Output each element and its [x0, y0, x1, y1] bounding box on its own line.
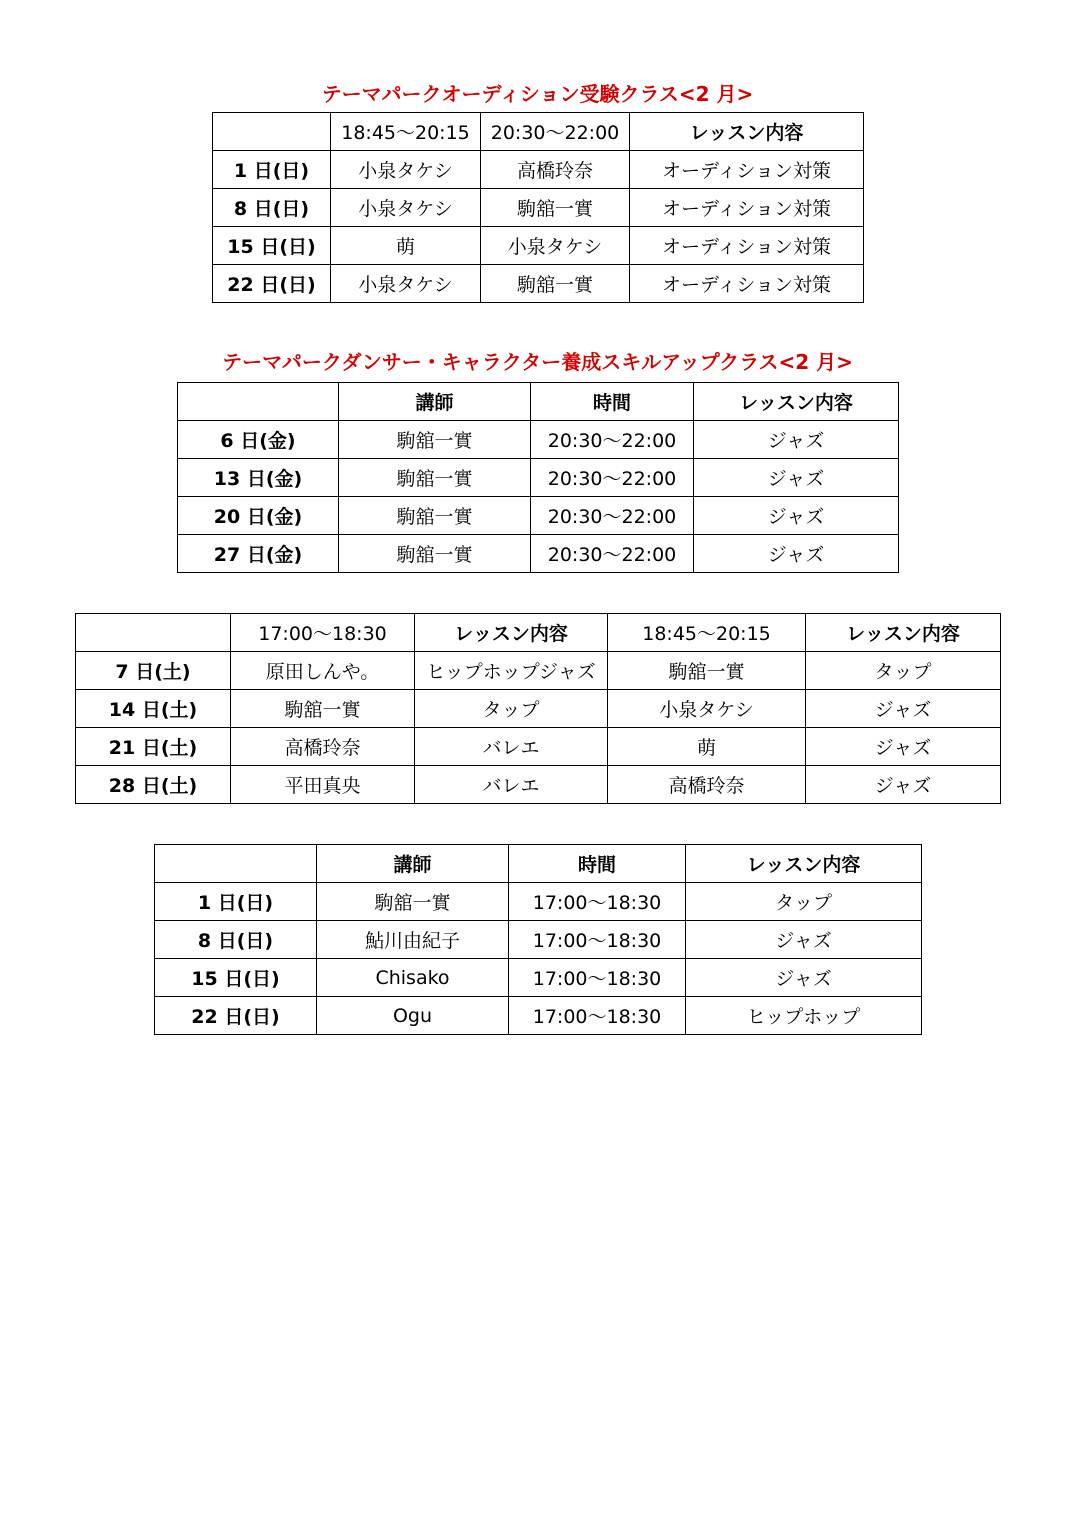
- cell: オーディション対策: [630, 265, 864, 303]
- table-row: [213, 227, 864, 265]
- cell: 萌: [331, 227, 481, 265]
- header-cell: 講師: [317, 845, 509, 883]
- cell: 駒舘一實: [339, 421, 531, 459]
- table-header-row: [178, 383, 899, 421]
- audition-class-title: テーマパークオーディション受験クラス<2 月>: [321, 82, 754, 106]
- cell: 駒舘一實: [231, 690, 415, 728]
- cell: 小泉タケシ: [481, 227, 630, 265]
- table-row: [178, 421, 899, 459]
- cell: 17:00～18:30: [509, 883, 686, 921]
- cell: ジャズ: [806, 728, 1001, 766]
- table-header-row: [213, 113, 864, 151]
- cell: 高橋玲奈: [231, 728, 415, 766]
- date-cell: 27 日(金): [178, 535, 339, 573]
- header-cell: 17:00～18:30: [231, 614, 415, 652]
- header-cell: [178, 383, 339, 421]
- cell: 17:00～18:30: [509, 921, 686, 959]
- cell: 駒舘一實: [317, 883, 509, 921]
- cell: オーディション対策: [630, 227, 864, 265]
- table-row: [76, 690, 1001, 728]
- cell: ジャズ: [694, 421, 899, 459]
- header-cell: レッスン内容: [415, 614, 608, 652]
- date-cell: 21 日(土): [76, 728, 231, 766]
- header-cell: レッスン内容: [630, 113, 864, 151]
- cell: 駒舘一實: [339, 535, 531, 573]
- table-row: [178, 535, 899, 573]
- date-cell: 14 日(土): [76, 690, 231, 728]
- table-row: [76, 766, 1001, 804]
- date-cell: 1 日(日): [155, 883, 317, 921]
- date-cell: 15 日(日): [155, 959, 317, 997]
- cell: 20:30～22:00: [531, 459, 694, 497]
- header-cell: 20:30～22:00: [481, 113, 630, 151]
- saturday-schedule-table: [75, 613, 1001, 804]
- cell: 駒舘一實: [339, 497, 531, 535]
- date-cell: 7 日(土): [76, 652, 231, 690]
- table-header-row: [155, 845, 922, 883]
- table-row: [213, 265, 864, 303]
- cell: 小泉タケシ: [331, 265, 481, 303]
- table-row: [178, 459, 899, 497]
- table-header-row: [76, 614, 1001, 652]
- cell: 高橋玲奈: [481, 151, 630, 189]
- table-row: [155, 883, 922, 921]
- cell: 20:30～22:00: [531, 497, 694, 535]
- audition-schedule-table: [212, 112, 864, 303]
- header-cell: 時間: [509, 845, 686, 883]
- date-cell: 15 日(日): [213, 227, 331, 265]
- cell: 駒舘一實: [481, 189, 630, 227]
- cell: タップ: [806, 652, 1001, 690]
- cell: 原田しんや。: [231, 652, 415, 690]
- cell: 駒舘一實: [608, 652, 806, 690]
- cell: タップ: [415, 690, 608, 728]
- date-cell: 8 日(日): [155, 921, 317, 959]
- date-cell: 8 日(日): [213, 189, 331, 227]
- header-cell: [213, 113, 331, 151]
- table-row: [178, 497, 899, 535]
- cell: 鮎川由紀子: [317, 921, 509, 959]
- date-cell: 13 日(金): [178, 459, 339, 497]
- cell: オーディション対策: [630, 151, 864, 189]
- cell: Ogu: [317, 997, 509, 1035]
- cell: 小泉タケシ: [608, 690, 806, 728]
- header-cell: レッスン内容: [806, 614, 1001, 652]
- cell: ジャズ: [694, 459, 899, 497]
- header-cell: 18:45～20:15: [331, 113, 481, 151]
- date-cell: 6 日(金): [178, 421, 339, 459]
- cell: 萌: [608, 728, 806, 766]
- cell: ヒップホップジャズ: [415, 652, 608, 690]
- cell: ジャズ: [694, 497, 899, 535]
- header-cell: [76, 614, 231, 652]
- table-row: [213, 189, 864, 227]
- header-cell: [155, 845, 317, 883]
- cell: 小泉タケシ: [331, 151, 481, 189]
- cell: 高橋玲奈: [608, 766, 806, 804]
- cell: 平田真央: [231, 766, 415, 804]
- date-cell: 22 日(日): [155, 997, 317, 1035]
- cell: ジャズ: [686, 921, 922, 959]
- table-row: [155, 921, 922, 959]
- date-cell: 1 日(日): [213, 151, 331, 189]
- table-row: [155, 959, 922, 997]
- date-cell: 28 日(土): [76, 766, 231, 804]
- cell: Chisako: [317, 959, 509, 997]
- sunday-schedule-table: [154, 844, 922, 1035]
- cell: 17:00～18:30: [509, 959, 686, 997]
- header-cell: 18:45～20:15: [608, 614, 806, 652]
- header-cell: レッスン内容: [694, 383, 899, 421]
- cell: バレエ: [415, 728, 608, 766]
- header-cell: 講師: [339, 383, 531, 421]
- table-row: [76, 728, 1001, 766]
- header-cell: 時間: [531, 383, 694, 421]
- cell: ジャズ: [694, 535, 899, 573]
- dancer-class-title: テーマパークダンサー・キャラクター養成スキルアップクラス<2 月>: [222, 350, 853, 374]
- cell: 小泉タケシ: [331, 189, 481, 227]
- date-cell: 22 日(日): [213, 265, 331, 303]
- table-row: [155, 997, 922, 1035]
- cell: オーディション対策: [630, 189, 864, 227]
- cell: ジャズ: [806, 690, 1001, 728]
- cell: ジャズ: [686, 959, 922, 997]
- cell: バレエ: [415, 766, 608, 804]
- dancer-schedule-table: [177, 382, 899, 573]
- cell: 20:30～22:00: [531, 421, 694, 459]
- cell: 20:30～22:00: [531, 535, 694, 573]
- table-row: [76, 652, 1001, 690]
- cell: 17:00～18:30: [509, 997, 686, 1035]
- cell: 駒舘一實: [339, 459, 531, 497]
- cell: 駒舘一實: [481, 265, 630, 303]
- cell: タップ: [686, 883, 922, 921]
- table-row: [213, 151, 864, 189]
- cell: ヒップホップ: [686, 997, 922, 1035]
- header-cell: レッスン内容: [686, 845, 922, 883]
- cell: ジャズ: [806, 766, 1001, 804]
- date-cell: 20 日(金): [178, 497, 339, 535]
